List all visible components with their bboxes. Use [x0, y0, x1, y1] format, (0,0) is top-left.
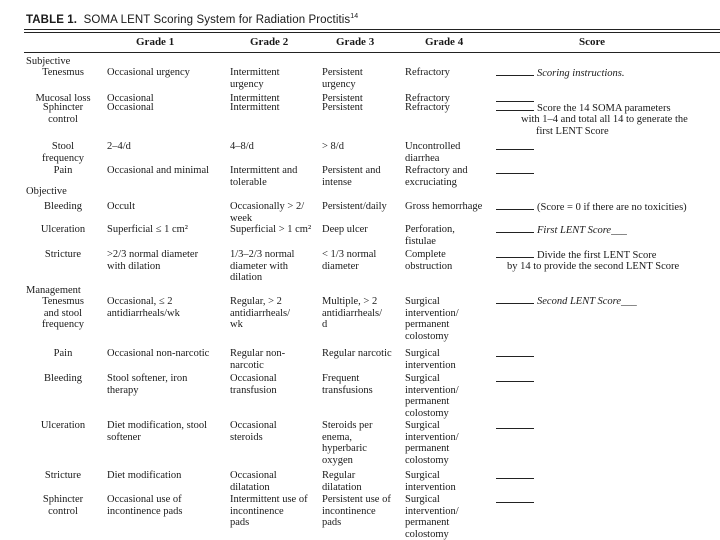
- row-label-m-tenesmus: Tenesmus: [42, 296, 84, 307]
- cell-m-stricture-grade-1: Diet modification: [107, 470, 182, 481]
- cell-s-stool-grade-4: Uncontrolled: [405, 141, 461, 152]
- cell-m-ulceration-grade-3: enema,: [322, 431, 353, 443]
- score-blank: [496, 201, 534, 210]
- table-title: [26, 13, 358, 26]
- cell-m-pain-grade-3: Regular narcotic: [322, 348, 392, 359]
- cell-m-sphincter-grade-4: colostomy: [405, 528, 449, 540]
- cell-m-pain-grade-4: intervention: [405, 359, 456, 371]
- row-label-s-sphincter: control: [48, 113, 78, 125]
- cell-s-pain-grade-2: Intermittent and: [230, 165, 298, 176]
- cell-m-tenesmus-grade-1: Occasional, ≤ 2: [107, 296, 173, 307]
- score-divide-line-1: [496, 249, 656, 262]
- divide-text-1: Divide the first LENT Score: [537, 250, 657, 261]
- cell-m-ulceration-grade-1: softener: [107, 431, 141, 443]
- top-rule: [24, 29, 720, 30]
- cell-m-tenesmus-grade-2: antidiarrheals/: [230, 307, 291, 319]
- score-blank: [496, 102, 534, 111]
- cell-m-ulceration-grade-2: steroids: [230, 431, 263, 443]
- cell-m-stricture-grade-4: intervention: [405, 481, 456, 493]
- cell-m-bleeding-grade-1: Stool softener, iron: [107, 373, 188, 384]
- cell-m-ulceration-grade-4: Surgical: [405, 420, 440, 431]
- row-label-m-bleeding: Bleeding: [44, 373, 82, 384]
- cell-s-tenesmus-grade-3: Persistent: [322, 67, 363, 78]
- score-instructions-line-1: Score the 14 SOMA parameters: [537, 103, 671, 114]
- cell-m-stricture-grade-3: Regular: [322, 470, 356, 481]
- cell-m-ulceration-grade-1: Diet modification, stool: [107, 420, 208, 431]
- score-m-bleeding-blank: [496, 373, 537, 386]
- cell-m-bleeding-grade-2: Occasional: [230, 373, 277, 384]
- cell-s-tenesmus-grade-3: urgency: [322, 78, 356, 90]
- cell-s-pain-grade-2: tolerable: [230, 176, 267, 188]
- cell-m-bleeding-grade-4: permanent: [405, 396, 450, 408]
- score-stool-blank: [496, 141, 537, 154]
- cell-m-stricture-grade-2: Occasional: [230, 470, 277, 481]
- score-instructions-text-1: [496, 102, 671, 115]
- cell-m-ulceration-grade-2: Occasional: [230, 420, 277, 431]
- cell-m-sphincter-grade-3: pads: [322, 517, 342, 529]
- cell-m-bleeding-grade-2: transfusion: [230, 384, 277, 396]
- cell-s-mucosal-grade-1: Occasional: [107, 93, 154, 104]
- cell-o-bleeding-grade-3: Persistent/daily: [322, 201, 387, 212]
- cell-o-stricture-grade-4: Complete: [405, 249, 446, 260]
- table-title-label: TABLE 1.: [26, 13, 78, 26]
- cell-m-bleeding-grade-3: Frequent: [322, 373, 360, 384]
- cell-o-ulceration-grade-4: Perforation,: [405, 224, 455, 235]
- cell-s-sphincter-grade-3: Persistent: [322, 102, 363, 113]
- cell-m-pain-grade-4: Surgical: [405, 348, 440, 359]
- cell-m-ulceration-grade-3: hyperbaric: [322, 443, 367, 455]
- header-grade-4: Grade 4: [425, 36, 464, 48]
- cell-s-pain-grade-3: intense: [322, 176, 352, 188]
- cell-s-mucosal-grade-4: Refractory: [405, 93, 450, 104]
- row-label-s-mucosal: Mucosal loss: [35, 93, 91, 104]
- row-label-m-tenesmus: frequency: [42, 319, 84, 331]
- cell-m-sphincter-grade-3: Persistent use of: [322, 494, 391, 505]
- row-label-m-sphincter: Sphincter: [42, 494, 84, 505]
- cell-s-pain-grade-4: Refractory and: [405, 165, 468, 176]
- cell-o-ulceration-grade-3: Deep ulcer: [322, 224, 368, 235]
- row-label-m-sphincter: control: [48, 505, 78, 517]
- cell-m-sphincter-grade-3: incontinence: [322, 505, 376, 517]
- row-label-m-ulceration: Ulceration: [40, 420, 86, 431]
- cell-s-pain-grade-4: excruciating: [405, 176, 457, 188]
- row-label-m-pain: Pain: [53, 348, 73, 359]
- cell-m-sphincter-grade-4: Surgical: [405, 494, 440, 505]
- cell-o-bleeding-grade-2: week: [230, 212, 253, 224]
- cell-m-ulceration-grade-4: intervention/: [405, 431, 459, 443]
- cell-s-pain-grade-3: Persistent and: [322, 165, 381, 176]
- score-m-ulceration-blank: [496, 420, 537, 433]
- cell-m-tenesmus-grade-3: d: [322, 319, 328, 331]
- table-title-reference: 14: [350, 13, 359, 20]
- header-grade-1: Grade 1: [136, 36, 175, 48]
- header-grade-2: Grade 2: [250, 36, 289, 48]
- header-grade-3: Grade 3: [336, 36, 375, 48]
- cell-m-tenesmus-grade-3: Multiple, > 2: [322, 296, 378, 307]
- score-second-lent-line: [496, 295, 637, 308]
- cell-m-bleeding-grade-3: transfusions: [322, 384, 373, 396]
- cell-s-stool-grade-2: 4–8/d: [230, 141, 254, 152]
- cell-o-bleeding-grade-2: Occasionally > 2/: [230, 201, 305, 212]
- section-subjective: Subjective: [26, 56, 71, 67]
- cell-s-tenesmus-grade-2: Intermittent: [230, 67, 280, 78]
- row-label-o-ulceration: Ulceration: [40, 224, 86, 235]
- cell-o-stricture-grade-2: dilation: [230, 272, 263, 284]
- cell-m-sphincter-grade-2: incontinence: [230, 505, 284, 517]
- row-label-s-stool: Stool: [51, 141, 75, 152]
- cell-s-tenesmus-grade-2: urgency: [230, 78, 264, 90]
- cell-m-stricture-grade-4: Surgical: [405, 470, 440, 481]
- cell-s-stool-grade-1: 2–4/d: [107, 141, 131, 152]
- section-management: Management: [26, 285, 81, 296]
- cell-o-ulceration-grade-2: Superficial > 1 cm²: [230, 224, 312, 235]
- section-objective: Objective: [26, 186, 67, 197]
- cell-s-mucosal-grade-3: Persistent: [322, 93, 363, 104]
- first-lent-score: First LENT Score___: [537, 225, 627, 236]
- cell-o-ulceration-grade-1: Superficial ≤ 1 cm²: [107, 224, 188, 235]
- score-blank: [496, 141, 534, 150]
- cell-o-bleeding-grade-1: Occult: [107, 201, 135, 212]
- cell-m-sphincter-grade-1: incontinence pads: [107, 505, 183, 517]
- cell-m-bleeding-grade-4: colostomy: [405, 407, 449, 419]
- cell-o-stricture-grade-3: < 1/3 normal: [322, 249, 377, 260]
- score-pain-blank: [496, 165, 537, 178]
- cell-o-stricture-grade-2: 1/3–2/3 normal: [230, 249, 295, 260]
- score-blank: [496, 224, 534, 233]
- score-divide-line-2: by 14 to provide the second LENT Score: [507, 261, 680, 272]
- cell-m-ulceration-grade-4: permanent: [405, 443, 450, 455]
- cell-o-stricture-grade-2: diameter with: [230, 260, 289, 272]
- cell-m-pain-grade-1: Occasional non-narcotic: [107, 348, 210, 359]
- cell-o-stricture-grade-4: obstruction: [405, 260, 453, 272]
- cell-s-stool-grade-3: > 8/d: [322, 141, 344, 152]
- cell-m-tenesmus-grade-4: Surgical: [405, 296, 440, 307]
- second-lent-score: Second LENT Score___: [537, 296, 637, 307]
- cell-o-stricture-grade-1: with dilation: [107, 260, 161, 272]
- cell-s-sphincter-grade-4: Refractory: [405, 102, 450, 113]
- table-title-text: SOMA LENT Scoring System for Radiation Proctitis: [83, 13, 351, 26]
- cell-m-ulceration-grade-3: Steroids per: [322, 420, 373, 431]
- cell-s-sphincter-grade-2: Intermittent: [230, 102, 280, 113]
- header-score: Score: [579, 36, 606, 48]
- cell-m-tenesmus-grade-4: intervention/: [405, 307, 459, 319]
- cell-m-sphincter-grade-1: Occasional use of: [107, 494, 182, 505]
- score-blank: [496, 494, 534, 503]
- header-rule: [24, 52, 720, 53]
- score-m-pain-blank: [496, 348, 537, 361]
- cell-m-pain-grade-2: Regular non-: [230, 348, 286, 359]
- cell-m-sphincter-grade-2: Intermittent use of: [230, 494, 308, 505]
- cell-s-stool-grade-4: diarrhea: [405, 152, 440, 164]
- cell-m-tenesmus-grade-1: antidiarrheals/wk: [107, 307, 180, 319]
- cell-m-sphincter-grade-2: pads: [230, 517, 250, 529]
- cell-m-bleeding-grade-4: Surgical: [405, 373, 440, 384]
- score-blank: [496, 295, 534, 304]
- cell-m-stricture-grade-3: dilatation: [322, 481, 362, 493]
- cell-o-ulceration-grade-4: fistulae: [405, 235, 436, 247]
- cell-m-tenesmus-grade-4: permanent: [405, 319, 450, 331]
- cell-m-pain-grade-2: narcotic: [230, 359, 264, 371]
- cell-m-sphincter-grade-4: permanent: [405, 517, 450, 529]
- score-blank: [496, 373, 534, 382]
- row-label-m-tenesmus: and stool: [43, 307, 83, 319]
- cell-m-bleeding-grade-4: intervention/: [405, 384, 459, 396]
- cell-s-pain-grade-1: Occasional and minimal: [107, 165, 210, 176]
- top-rule-double: [24, 32, 720, 33]
- score-zero-note: (Score = 0 if there are no toxicities): [537, 202, 687, 213]
- cell-o-bleeding-grade-4: Gross hemorrhage: [405, 201, 483, 212]
- cell-s-tenesmus-grade-1: Occasional urgency: [107, 67, 190, 78]
- score-instructions-line-3: first LENT Score: [536, 126, 609, 137]
- cell-o-stricture-grade-3: diameter: [322, 260, 359, 272]
- cell-m-tenesmus-grade-2: Regular, > 2: [230, 296, 282, 307]
- row-label-o-bleeding: Bleeding: [44, 201, 82, 212]
- cell-m-ulceration-grade-4: colostomy: [405, 454, 449, 466]
- row-label-s-sphincter: Sphincter: [42, 102, 84, 113]
- cell-s-tenesmus-grade-4: Refractory: [405, 67, 450, 78]
- row-label-s-tenesmus: Tenesmus: [42, 67, 84, 78]
- cell-m-bleeding-grade-1: therapy: [107, 384, 139, 396]
- row-label-o-stricture: Stricture: [44, 249, 82, 260]
- score-m-sphincter-blank: [496, 494, 537, 507]
- score-blank: [496, 165, 534, 174]
- cell-s-mucosal-grade-2: Intermittent: [230, 93, 280, 104]
- row-label-s-pain: Pain: [53, 165, 73, 176]
- score-first-lent-line: [496, 224, 627, 237]
- row-label-m-stricture: Stricture: [44, 470, 82, 481]
- score-m-stricture-blank: [496, 470, 537, 483]
- score-blank: [496, 67, 534, 76]
- score-blank: [496, 470, 534, 479]
- score-instructions-line: [496, 67, 625, 80]
- cell-m-sphincter-grade-4: intervention/: [405, 505, 459, 517]
- cell-m-stricture-grade-2: dilatation: [230, 481, 270, 493]
- score-blank: [496, 93, 534, 102]
- score-zero-note-line: [496, 201, 687, 214]
- score-instructions-line-2: with 1–4 and total all 14 to generate the: [521, 114, 688, 125]
- cell-m-ulceration-grade-3: oxygen: [322, 454, 353, 466]
- scoring-instructions-label: Scoring instructions.: [537, 68, 625, 79]
- score-blank: [496, 249, 534, 258]
- score-blank: [496, 348, 534, 357]
- cell-o-stricture-grade-1: >2/3 normal diameter: [107, 249, 199, 260]
- cell-m-tenesmus-grade-3: antidiarrheals/: [322, 307, 383, 319]
- cell-s-sphincter-grade-1: Occasional: [107, 102, 154, 113]
- cell-m-tenesmus-grade-2: wk: [230, 319, 243, 331]
- cell-m-tenesmus-grade-4: colostomy: [405, 330, 449, 342]
- row-label-s-stool: frequency: [42, 152, 84, 164]
- score-blank: [496, 420, 534, 429]
